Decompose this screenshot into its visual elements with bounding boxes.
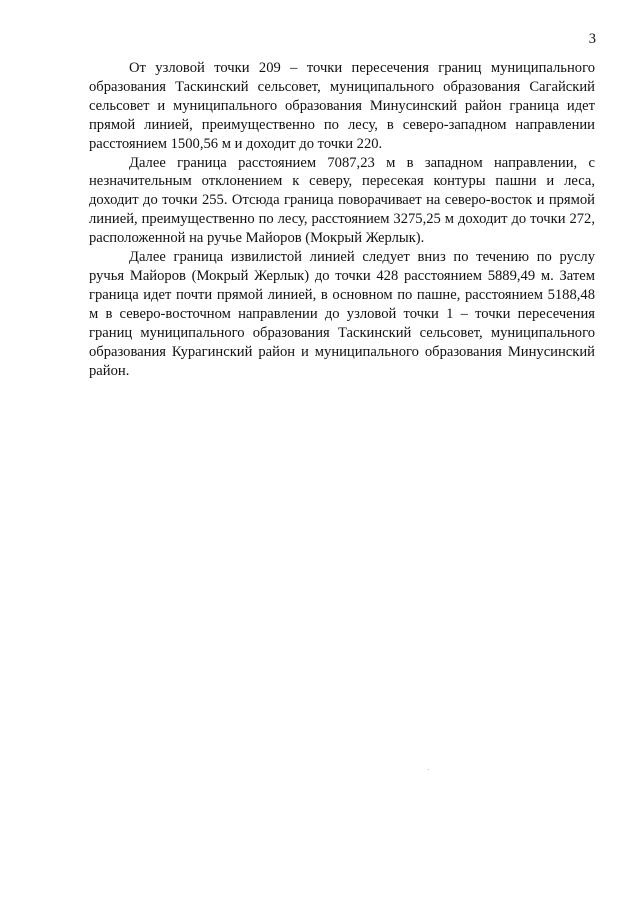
page-number: 3	[588, 31, 596, 47]
document-body	[89, 59, 595, 380]
paragraph-3: Далее граница извилистой линией следует вниз по течению по руслу ручья Майоров (Мокрый Жерлык) до точки 428 расстоянием 5889,49 м. Затем граница идет почти прямой линией, в основном по пашне, расстоянием 5188,48 м в северо-восточном направлении до узловой точки 1 – точки пересечения границ муниципального образования Таскинский сельсовет, муниципального образования Курагинский район и муниципального образования Минусинский район.	[89, 249, 595, 379]
paragraph-1: От узловой точки 209 – точки пересечения границ муниципального образования Таскинский сельсовет, муниципального образования Сагайский сельсовет и муниципального образования Минусинский район граница идет прямой линией, преимущественно по лесу, в северо-западном направлении расстоянием 1500,56 м и доходит до точки 220.	[89, 60, 595, 152]
scan-speck	[428, 769, 429, 770]
paragraph-2: Далее граница расстоянием 7087,23 м в западном направлении, с незначительным отклонением к северу, пересекая контуры пашни и леса, доходит до точки 255. Отсюда граница поворачивает на северо-восток и прямой линией, преимущественно по лесу, расстоянием 3275,25 м доходит до точки 272, расположенной на ручье Майоров (Мокрый Жерлык).	[89, 154, 595, 247]
